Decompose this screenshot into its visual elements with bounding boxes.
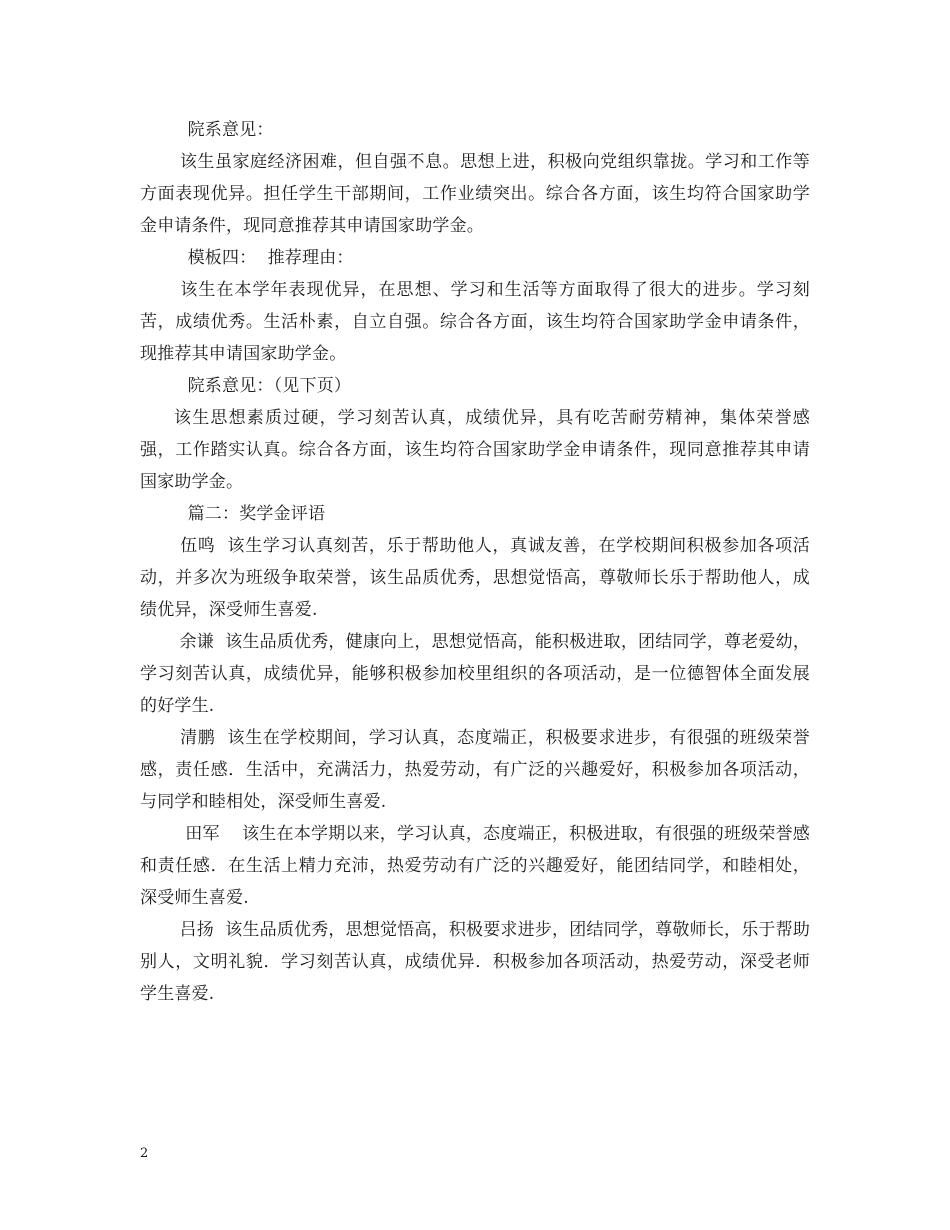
comment-wuming: 伍鸣 该生学习认真刻苦，乐于帮助他人，真诚友善，在学校期间积极参加各项活动，并多次为班级争取荣誉，该生品质优秀，思想觉悟高，尊敬师长乐于帮助他人，成绩优异，深受师生喜爱. — [140, 536, 810, 620]
section-heading-scholarship-comments: 篇二：奖学金评语 — [187, 504, 326, 524]
comment-qingpeng: 清鹏 该生在学校期间，学习认真，态度端正，积极要求进步，有很强的班级荣誉感，责任感．生活中，充满活力，热爱劳动，有广泛的兴趣爱好，积极参加各项活动，与同学和睦相处，深受师生喜爱. — [140, 728, 810, 812]
page-number: 2 — [140, 1146, 149, 1161]
paragraph-department-opinion-1-body: 该生虽家庭经济困难，但自强不息。思想上进，积极向党组织靠拢。学习和工作等方面表现优异。担任学生干部期间，工作业绩突出。综合各方面，该生均符合国家助学金申请条件，现同意推荐其申请国家助学金。 — [140, 152, 810, 236]
comment-yuqian: 余谦 该生品质优秀，健康向上，思想觉悟高，能积极进取，团结同学，尊老爱幼，学习刻苦认真，成绩优异，能够积极参加校里组织的各项活动，是一位德智体全面发展的好学生. — [140, 632, 811, 716]
document-body — [140, 114, 810, 1010]
paragraph-department-opinion-2: 院系意见：（见下页） — [187, 376, 352, 396]
paragraph-template-four-heading: 模板四： 推荐理由： — [187, 248, 354, 268]
paragraph-recommendation-reason: 该生在本学年表现优异，在思想、学习和生活等方面取得了很大的进步。学习刻苦，成绩优秀。生活朴素，自立自强。综合各方面，该生均符合国家助学金申请条件，现推荐其申请国家助学金。 — [140, 280, 810, 364]
comment-tianjun: 田军 该生在本学期以来，学习认真，态度端正，积极进取，有很强的班级荣誉感和责任感．在生活上精力充沛，热爱劳动有广泛的兴趣爱好，能团结同学，和睦相处，深受师生喜爱. — [140, 824, 810, 908]
comment-lvyang: 吕扬 该生品质优秀，思想觉悟高，积极要求进步，团结同学，尊敬师长，乐于帮助别人，文明礼貌．学习刻苦认真，成绩优异．积极参加各项活动，热爱劳动，深受老师学生喜爱. — [140, 920, 811, 1004]
paragraph-department-opinion-1: 院系意见： — [187, 120, 274, 140]
paragraph-department-opinion-2-body: 该生思想素质过硬，学习刻苦认真，成绩优异，具有吃苦耐劳精神，集体荣誉感强，工作踏实认真。综合各方面，该生均符合国家助学金申请条件，现同意推荐其申请国家助学金。 — [140, 408, 810, 492]
